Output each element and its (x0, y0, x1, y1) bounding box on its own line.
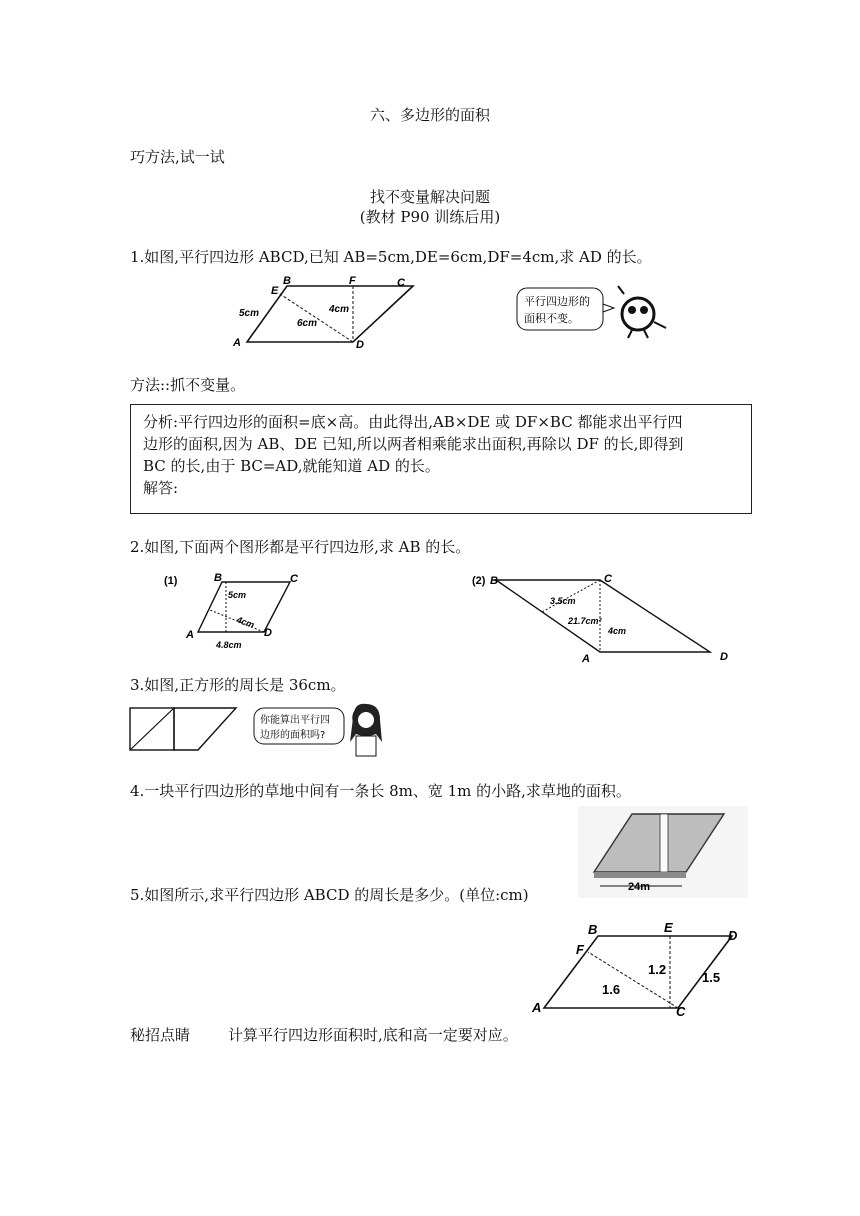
q1-label-e: E (271, 285, 279, 297)
q3-speech-bubble (250, 698, 390, 758)
q1-label-c: C (397, 277, 405, 289)
girl-character-icon (350, 704, 382, 756)
q4-grass-figure (578, 806, 748, 898)
svg-text:C: C (676, 1004, 686, 1018)
q3-square-figure (128, 704, 240, 752)
svg-text:B: B (214, 572, 222, 584)
svg-text:边形的面积吗?: 边形的面积吗? (260, 730, 326, 741)
svg-text:3.5cm: 3.5cm (550, 596, 576, 606)
svg-text:1.5: 1.5 (702, 970, 721, 985)
subtitle-note: (教材 P90 训练后用) (359, 208, 501, 226)
svg-text:E: E (664, 920, 673, 935)
q1-label-b: B (283, 275, 291, 287)
svg-text:D: D (264, 627, 272, 639)
svg-text:(2): (2) (472, 575, 486, 587)
svg-text:A: A (582, 653, 590, 664)
svg-text:4cm: 4cm (235, 614, 256, 631)
svg-text:平行四边形的: 平行四边形的 (524, 295, 590, 308)
method-note: 方法::抓不变量。 (130, 376, 246, 394)
svg-text:5cm: 5cm (228, 590, 247, 600)
q2-figure-1 (160, 570, 310, 652)
q1-length-de: 6cm (297, 318, 318, 329)
q1-parallelogram-figure (225, 272, 425, 352)
svg-text:4.8cm: 4.8cm (216, 640, 242, 650)
q5-parallelogram-figure (530, 918, 760, 1018)
tip-text: 计算平行四边形面积时,底和高一定要对应。 (228, 1026, 518, 1044)
q1-label-d: D (356, 339, 364, 351)
svg-text:4cm: 4cm (608, 626, 627, 636)
q1-label-f: F (349, 275, 356, 287)
svg-text:你能算出平行四: 你能算出平行四 (260, 715, 330, 726)
question-2: 2.如图,下面两个图形都是平行四边形,求 AB 的长。 (130, 538, 471, 556)
svg-text:(1): (1) (164, 575, 178, 587)
cartoon-character-icon (618, 286, 666, 338)
section-heading: 巧方法,试一试 (130, 148, 225, 166)
q1-speech-bubble (516, 282, 676, 344)
svg-text:24m: 24m (628, 881, 651, 893)
svg-text:1.2: 1.2 (648, 962, 667, 977)
question-5: 5.如图所示,求平行四边形 ABCD 的周长是多少。(单位:cm) (130, 886, 529, 904)
q1-label-a: A (233, 337, 241, 349)
question-1: 1.如图,平行四边形 ABCD,已知 AB=5cm,DE=6cm,DF=4cm,求 AD 的长。 (130, 248, 652, 266)
question-4: 4.一块平行四边形的草地中间有一条长 8m、宽 1m 的小路,求草地的面积。 (130, 782, 631, 800)
svg-text:B: B (490, 575, 498, 587)
svg-text:C: C (604, 573, 612, 585)
svg-text:B: B (588, 922, 598, 937)
analysis-box: 分析:平行四边形的面积=底×高。由此得出,AB×DE 或 DF×BC 都能求出平行四 边形的面积,因为 AB、DE 已知,所以两者相乘能求出面积,再除以 DF 的长,即得到 BC 的长,由于 BC=AD,就能知道 AD 的长。 解答: (130, 404, 752, 514)
svg-text:1.6: 1.6 (602, 982, 621, 997)
page-title: 六、多边形的面积 (369, 106, 490, 124)
q2-figure-2 (470, 572, 740, 664)
svg-text:21.7cm²: 21.7cm² (568, 616, 602, 626)
q1-length-df: 4cm (329, 304, 350, 315)
svg-text:D: D (720, 651, 728, 663)
svg-text:D: D (728, 928, 738, 943)
svg-text:C: C (290, 573, 298, 585)
svg-text:A: A (532, 1000, 542, 1015)
q1-length-ab: 5cm (239, 308, 260, 319)
svg-text:A: A (186, 629, 194, 641)
question-3: 3.如图,正方形的周长是 36cm。 (130, 676, 346, 694)
svg-text:F: F (576, 942, 584, 957)
svg-text:面积不变。: 面积不变。 (524, 312, 579, 325)
subtitle: 找不变量解决问题 (369, 188, 490, 206)
tip-label: 秘招点睛 (130, 1026, 191, 1044)
